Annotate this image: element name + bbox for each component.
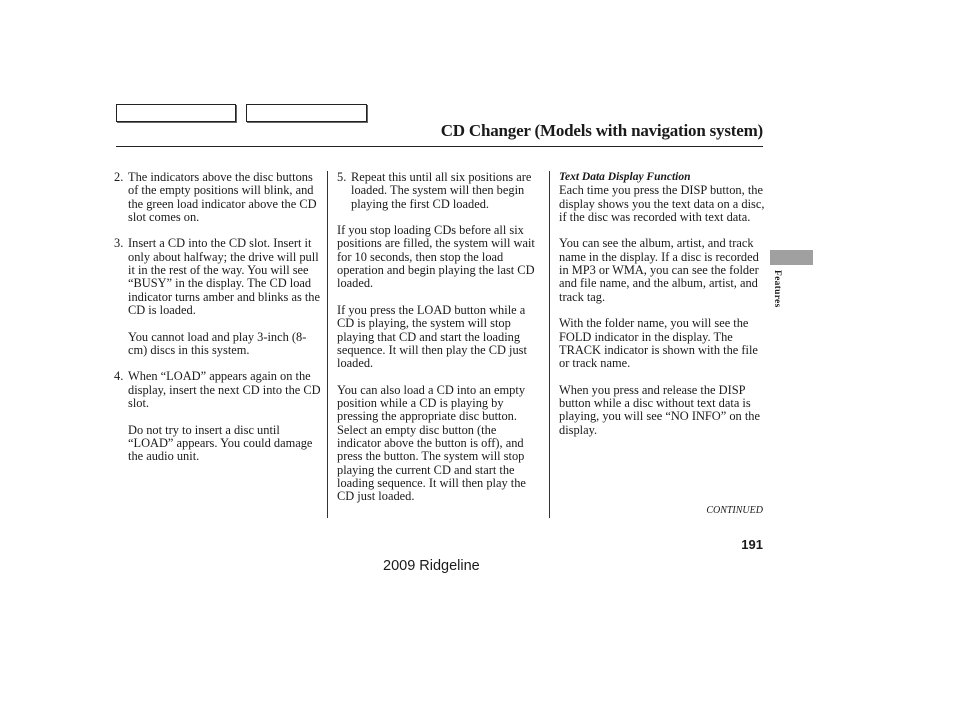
nav-box-left[interactable] — [116, 104, 236, 122]
item-text: Repeat this until all six positions are loaded. The system will then begin playing the first CD loaded. — [351, 170, 532, 211]
list-item — [114, 237, 322, 317]
footer-model: 2009 Ridgeline — [383, 558, 480, 574]
page-title: CD Changer (Models with navigation system) — [440, 121, 763, 140]
list-item — [337, 171, 541, 211]
nav-box-right[interactable] — [246, 104, 367, 122]
paragraph: Each time you press the DISP button, the display shows you the text data on a disc, if the disc was recorded with text data. — [559, 183, 765, 224]
item-text: When “LOAD” appears again on the display, insert the next CD into the CD slot. — [128, 369, 321, 411]
item-number: 5. — [337, 170, 347, 184]
column-divider — [549, 171, 550, 518]
column-divider — [327, 171, 328, 518]
continued-label: CONTINUED — [706, 505, 763, 516]
item-number: 2. — [114, 170, 124, 184]
paragraph: With the folder name, you will see the FOLD indicator in the display. The TRACK indicator is shown with the file or track name. — [559, 316, 758, 371]
page-number: 191 — [741, 537, 763, 552]
column-1 — [114, 171, 322, 477]
item-text: The indicators above the disc buttons of the empty positions will blink, and the green load indicator above the CD slot comes on. — [128, 170, 317, 224]
title-divider — [116, 146, 763, 147]
item-number: 4. — [114, 369, 124, 384]
section-tab[interactable] — [770, 250, 813, 265]
paragraph: If you press the LOAD button while a CD is playing, the system will stop playing that CD and start the loading sequence. It will then play the CD just loaded. — [337, 302, 527, 371]
section-subheading: Text Data Display Function — [559, 171, 691, 183]
list-item — [114, 370, 322, 410]
item-text: Insert a CD into the CD slot. Insert it only about halfway; the drive will pull it in the rest of the way. You will see “BUSY” in the display. The CD load indicator turns amber and blinks as the CD is loaded. — [128, 236, 321, 317]
item-number: 3. — [114, 236, 124, 251]
note-paragraph: You cannot load and play 3-inch (8-cm) discs in this system. — [128, 329, 307, 357]
section-tab-label: Features — [772, 270, 782, 308]
column-2 — [337, 171, 541, 517]
list-item — [114, 171, 322, 224]
paragraph: When you press and release the DISP button while a disc without text data is playing, you will see “NO INFO” on the display. — [559, 382, 760, 437]
paragraph: You can see the album, artist, and track name in the display. If a disc is recorded in MP3 or WMA, you can see the folder and file name, and the album, artist, and track tag. — [559, 236, 759, 304]
column-3 — [559, 171, 767, 450]
paragraph: If you stop loading CDs before all six positions are filled, the system will wait for 10 seconds, then stop the load operation and begin playing the last CD loaded. — [337, 223, 535, 291]
paragraph: You can also load a CD into an empty position while a CD is playing by pressing the appropriate disc button. Select an empty disc button (the indicator above the button is off), and press the button. The system will stop playing the current CD and start the loading sequence. It will then play the CD just loaded. — [337, 382, 526, 504]
note-paragraph: Do not try to insert a disc until “LOAD” appears. You could damage the audio unit. — [128, 422, 313, 464]
